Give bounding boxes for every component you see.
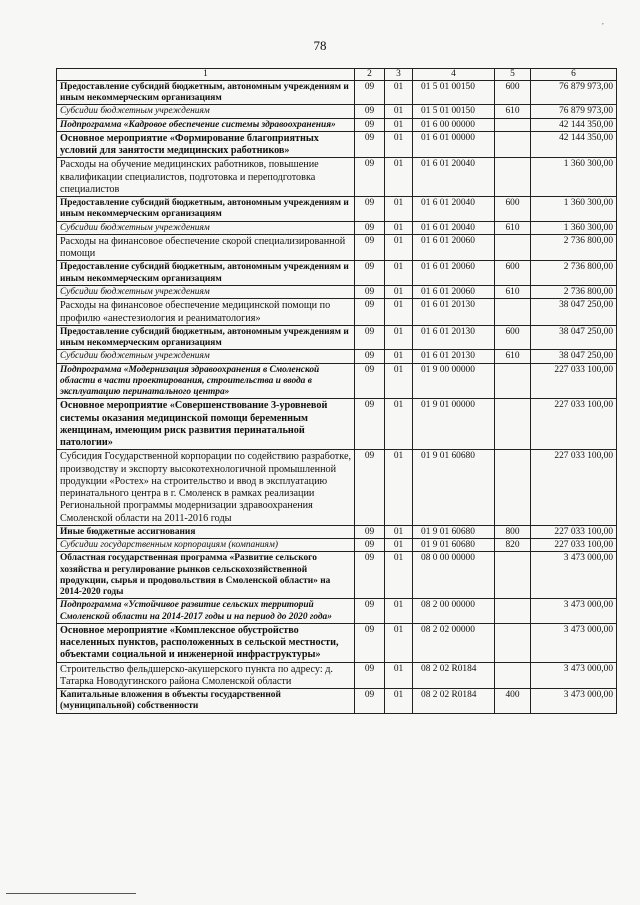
table-row <box>57 285 617 298</box>
row-expense-type-cell: 600 <box>495 261 531 286</box>
row-target-code-cell: 01 6 01 00000 <box>413 131 495 157</box>
row-subsection-cell: 01 <box>385 599 413 624</box>
table-row <box>57 599 617 624</box>
row-subsection-cell: 01 <box>385 221 413 234</box>
row-name-cell: Подпрограмма «Кадровое обеспечение системы здравоохранения» <box>57 118 355 131</box>
scan-mark: , <box>602 18 604 26</box>
row-target-code-cell: 01 9 01 60680 <box>413 450 495 525</box>
row-target-code-cell: 01 5 01 00150 <box>413 105 495 118</box>
header-col-5: 5 <box>495 69 531 81</box>
table-row <box>57 552 617 599</box>
table-row <box>57 350 617 363</box>
row-name-cell: Подпрограмма «Устойчивое развитие сельских территорий Смоленской области на 2014-2017 годы и на период до 2020 года» <box>57 599 355 624</box>
row-target-code-cell: 08 2 02 00000 <box>413 624 495 663</box>
row-section-cell: 09 <box>355 363 385 399</box>
row-subsection-cell: 01 <box>385 325 413 350</box>
row-name-cell: Предоставление субсидий бюджетным, автономным учреждениям и иным некоммерческим организациям <box>57 325 355 350</box>
row-expense-type-cell <box>495 158 531 197</box>
row-section-cell: 09 <box>355 105 385 118</box>
table-row <box>57 158 617 197</box>
table-row <box>57 261 617 286</box>
row-name-cell: Расходы на обучение медицинских работников, повышение квалификации специалистов, подготовка и переподготовка специалистов <box>57 158 355 197</box>
row-section-cell: 09 <box>355 158 385 197</box>
row-name-cell: Субсидии государственным корпорациям (компаниям) <box>57 539 355 552</box>
row-amount-cell: 227 033 100,00 <box>531 363 617 399</box>
row-subsection-cell: 01 <box>385 105 413 118</box>
row-target-code-cell: 01 6 01 20040 <box>413 158 495 197</box>
row-subsection-cell: 01 <box>385 399 413 450</box>
row-amount-cell: 1 360 300,00 <box>531 158 617 197</box>
row-section-cell: 09 <box>355 285 385 298</box>
row-section-cell: 09 <box>355 261 385 286</box>
row-name-cell: Предоставление субсидий бюджетным, автономным учреждениям и иным некоммерческим организациям <box>57 80 355 105</box>
header-col-4: 4 <box>413 69 495 81</box>
row-amount-cell: 2 736 800,00 <box>531 285 617 298</box>
row-name-cell: Иные бюджетные ассигнования <box>57 525 355 538</box>
table-row <box>57 234 617 260</box>
row-expense-type-cell: 610 <box>495 350 531 363</box>
row-name-cell: Расходы на финансовое обеспечение медицинской помощи по профилю «анестезиология и реаниматология» <box>57 299 355 325</box>
row-amount-cell: 2 736 800,00 <box>531 261 617 286</box>
row-name-cell: Строительство фельдшерско-акушерского пункта по адресу: д. Татарка Новодугинского района Смоленской области <box>57 662 355 688</box>
row-amount-cell: 227 033 100,00 <box>531 525 617 538</box>
row-target-code-cell: 01 6 01 20040 <box>413 197 495 222</box>
row-expense-type-cell: 820 <box>495 539 531 552</box>
table-row <box>57 299 617 325</box>
row-name-cell: Основное мероприятие «Комплексное обустройство населенных пунктов, расположенных в сельской местности, объектами социальной и инженерной инфраструктуры» <box>57 624 355 663</box>
row-subsection-cell: 01 <box>385 131 413 157</box>
row-section-cell: 09 <box>355 197 385 222</box>
row-target-code-cell: 01 6 01 20130 <box>413 325 495 350</box>
row-amount-cell: 38 047 250,00 <box>531 350 617 363</box>
row-subsection-cell: 01 <box>385 299 413 325</box>
row-target-code-cell: 01 9 00 00000 <box>413 363 495 399</box>
row-amount-cell: 3 473 000,00 <box>531 624 617 663</box>
row-amount-cell: 3 473 000,00 <box>531 599 617 624</box>
header-col-2: 2 <box>355 69 385 81</box>
row-target-code-cell: 01 6 01 20060 <box>413 261 495 286</box>
row-target-code-cell: 01 6 00 00000 <box>413 118 495 131</box>
row-target-code-cell: 01 9 01 60680 <box>413 539 495 552</box>
row-expense-type-cell: 610 <box>495 105 531 118</box>
row-target-code-cell: 08 2 00 00000 <box>413 599 495 624</box>
row-name-cell: Субсидии бюджетным учреждениям <box>57 221 355 234</box>
row-amount-cell: 2 736 800,00 <box>531 234 617 260</box>
row-section-cell: 09 <box>355 80 385 105</box>
row-name-cell: Основное мероприятие «Формирование благоприятных условий для занятости медицинских работников» <box>57 131 355 157</box>
row-section-cell: 09 <box>355 118 385 131</box>
row-section-cell: 09 <box>355 234 385 260</box>
row-section-cell: 09 <box>355 599 385 624</box>
row-name-cell: Областная государственная программа «Развитие сельского хозяйства и регулирование рынков сельскохозяйственной продукции, сырья и продовольствия в Смоленской области» на 2014-2020 годы <box>57 552 355 599</box>
row-name-cell: Субсидии бюджетным учреждениям <box>57 350 355 363</box>
budget-table <box>56 68 617 714</box>
header-col-6: 6 <box>531 69 617 81</box>
row-amount-cell: 76 879 973,00 <box>531 105 617 118</box>
row-target-code-cell: 01 6 01 20060 <box>413 234 495 260</box>
row-subsection-cell: 01 <box>385 234 413 260</box>
footer-rule <box>6 893 136 894</box>
row-expense-type-cell <box>495 118 531 131</box>
row-subsection-cell: 01 <box>385 285 413 298</box>
table-row <box>57 197 617 222</box>
row-name-cell: Предоставление субсидий бюджетным, автономным учреждениям и иным некоммерческим организациям <box>57 261 355 286</box>
row-section-cell: 09 <box>355 350 385 363</box>
table-row <box>57 325 617 350</box>
header-col-1: 1 <box>57 69 355 81</box>
row-expense-type-cell: 800 <box>495 525 531 538</box>
row-amount-cell: 38 047 250,00 <box>531 325 617 350</box>
row-target-code-cell: 01 5 01 00150 <box>413 80 495 105</box>
row-subsection-cell: 01 <box>385 525 413 538</box>
row-expense-type-cell <box>495 399 531 450</box>
row-expense-type-cell: 610 <box>495 285 531 298</box>
row-section-cell: 09 <box>355 299 385 325</box>
row-section-cell: 09 <box>355 525 385 538</box>
row-section-cell: 09 <box>355 325 385 350</box>
row-target-code-cell: 01 6 01 20040 <box>413 221 495 234</box>
row-amount-cell: 76 879 973,00 <box>531 80 617 105</box>
row-section-cell: 09 <box>355 399 385 450</box>
row-subsection-cell: 01 <box>385 662 413 688</box>
table-body <box>57 80 617 713</box>
row-section-cell: 09 <box>355 624 385 663</box>
row-name-cell: Основное мероприятие «Совершенствование 3-уровневой системы оказания медицинской помощи беременным женщинам, имеющим риск развития перинатальной патологии» <box>57 399 355 450</box>
row-expense-type-cell <box>495 299 531 325</box>
row-expense-type-cell: 600 <box>495 325 531 350</box>
row-amount-cell: 3 473 000,00 <box>531 552 617 599</box>
row-subsection-cell: 01 <box>385 118 413 131</box>
row-name-cell: Капитальные вложения в объекты государственной (муниципальной) собственности <box>57 689 355 714</box>
row-section-cell: 09 <box>355 552 385 599</box>
row-amount-cell: 42 144 350,00 <box>531 131 617 157</box>
row-section-cell: 09 <box>355 450 385 525</box>
row-subsection-cell: 01 <box>385 80 413 105</box>
row-target-code-cell: 08 0 00 00000 <box>413 552 495 599</box>
table-row <box>57 662 617 688</box>
row-expense-type-cell: 400 <box>495 689 531 714</box>
row-name-cell: Субсидии бюджетным учреждениям <box>57 105 355 118</box>
row-expense-type-cell <box>495 662 531 688</box>
row-subsection-cell: 01 <box>385 261 413 286</box>
row-expense-type-cell <box>495 599 531 624</box>
table-row <box>57 399 617 450</box>
row-expense-type-cell <box>495 234 531 260</box>
row-subsection-cell: 01 <box>385 450 413 525</box>
table-row <box>57 363 617 399</box>
table-row <box>57 221 617 234</box>
row-amount-cell: 227 033 100,00 <box>531 399 617 450</box>
row-subsection-cell: 01 <box>385 624 413 663</box>
row-expense-type-cell: 600 <box>495 197 531 222</box>
row-expense-type-cell: 600 <box>495 80 531 105</box>
table-header-row <box>57 69 617 81</box>
row-subsection-cell: 01 <box>385 363 413 399</box>
row-subsection-cell: 01 <box>385 552 413 599</box>
row-target-code-cell: 01 6 01 20130 <box>413 350 495 363</box>
row-amount-cell: 1 360 300,00 <box>531 197 617 222</box>
table-row <box>57 118 617 131</box>
row-expense-type-cell <box>495 552 531 599</box>
row-target-code-cell: 01 9 01 00000 <box>413 399 495 450</box>
row-name-cell: Расходы на финансовое обеспечение скорой специализированной помощи <box>57 234 355 260</box>
row-expense-type-cell <box>495 363 531 399</box>
table-row <box>57 105 617 118</box>
row-subsection-cell: 01 <box>385 689 413 714</box>
row-target-code-cell: 01 6 01 20060 <box>413 285 495 298</box>
row-expense-type-cell: 610 <box>495 221 531 234</box>
row-name-cell: Подпрограмма «Модернизация здравоохранения в Смоленской области в части проектирования, строительства и ввода в эксплуатацию перинатального центра» <box>57 363 355 399</box>
row-expense-type-cell <box>495 131 531 157</box>
row-name-cell: Субсидии бюджетным учреждениям <box>57 285 355 298</box>
row-section-cell: 09 <box>355 689 385 714</box>
row-section-cell: 09 <box>355 131 385 157</box>
table-row <box>57 80 617 105</box>
row-target-code-cell: 01 9 01 60680 <box>413 525 495 538</box>
row-target-code-cell: 01 6 01 20130 <box>413 299 495 325</box>
row-amount-cell: 3 473 000,00 <box>531 662 617 688</box>
row-name-cell: Субсидия Государственной корпорации по содействию разработке, производству и экспорту высокотехнологичной промышленной продукции «Ростех» на строительство и ввод в эксплуатацию перинатального центра в г. Смоленск в рамках реализации Региональной программы модернизации здравоохранения Смоленской области на 2011-2016 годы <box>57 450 355 525</box>
row-amount-cell: 227 033 100,00 <box>531 450 617 525</box>
row-section-cell: 09 <box>355 221 385 234</box>
row-name-cell: Предоставление субсидий бюджетным, автономным учреждениям и иным некоммерческим организациям <box>57 197 355 222</box>
table-row <box>57 689 617 714</box>
row-expense-type-cell <box>495 624 531 663</box>
row-amount-cell: 42 144 350,00 <box>531 118 617 131</box>
row-target-code-cell: 08 2 02 R0184 <box>413 662 495 688</box>
table-row <box>57 131 617 157</box>
row-subsection-cell: 01 <box>385 158 413 197</box>
row-section-cell: 09 <box>355 539 385 552</box>
table-row <box>57 525 617 538</box>
table-row <box>57 450 617 525</box>
row-amount-cell: 1 360 300,00 <box>531 221 617 234</box>
row-subsection-cell: 01 <box>385 539 413 552</box>
row-amount-cell: 38 047 250,00 <box>531 299 617 325</box>
row-amount-cell: 227 033 100,00 <box>531 539 617 552</box>
page-number: 78 <box>313 38 327 53</box>
row-expense-type-cell <box>495 450 531 525</box>
header-col-3: 3 <box>385 69 413 81</box>
row-subsection-cell: 01 <box>385 197 413 222</box>
row-amount-cell: 3 473 000,00 <box>531 689 617 714</box>
row-section-cell: 09 <box>355 662 385 688</box>
table-row <box>57 624 617 663</box>
row-target-code-cell: 08 2 02 R0184 <box>413 689 495 714</box>
table-row <box>57 539 617 552</box>
row-subsection-cell: 01 <box>385 350 413 363</box>
